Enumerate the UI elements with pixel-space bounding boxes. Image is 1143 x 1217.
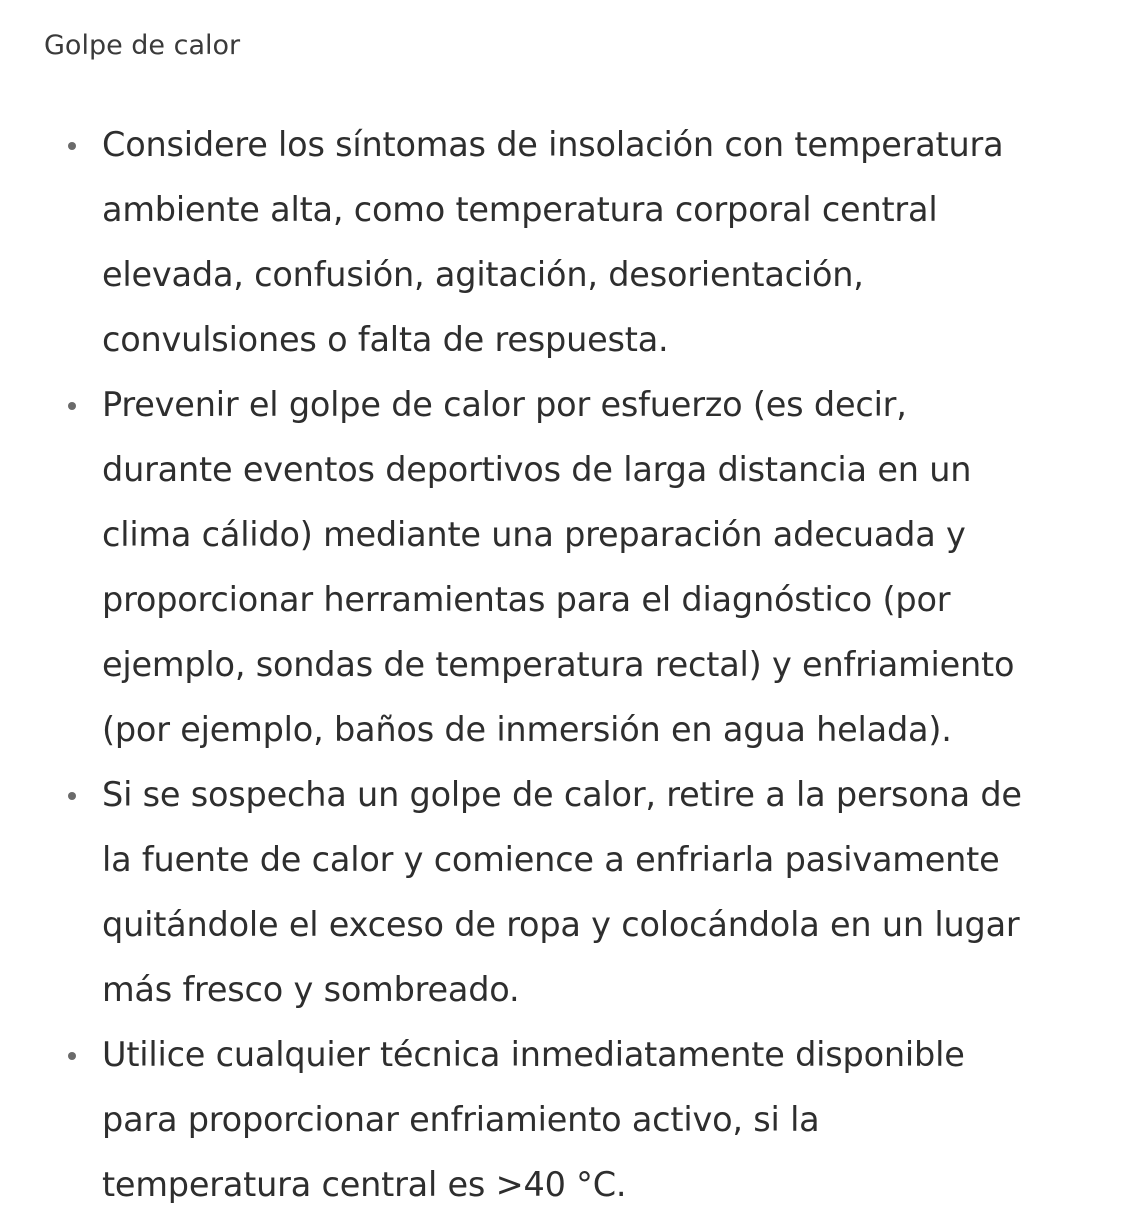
bullet-icon <box>68 1052 76 1060</box>
bullet-line: ejemplo, sondas de temperatura rectal) y enfriamiento <box>102 645 1015 684</box>
bullet-line: proporcionar herramientas para el diagnóstico (por <box>102 580 951 619</box>
bullet-line: elevada, confusión, agitación, desorientación, <box>102 255 864 294</box>
bullet-line: la fuente de calor y comience a enfriarla pasivamente <box>102 840 1000 879</box>
list-item <box>60 372 1110 762</box>
list-item <box>60 762 1110 1022</box>
bullet-line: clima cálido) mediante una preparación adecuada y <box>102 515 966 554</box>
bullet-line: convulsiones o falta de respuesta. <box>102 320 669 359</box>
bullet-icon <box>68 142 76 150</box>
bullet-line: para proporcionar enfriamiento activo, si la <box>102 1100 820 1139</box>
list-item <box>60 112 1110 372</box>
bullet-line: Utilice cualquier técnica inmediatamente disponible <box>102 1035 965 1074</box>
bullet-line: (por ejemplo, baños de inmersión en agua helada). <box>102 710 952 749</box>
section-title: Golpe de calor <box>44 30 241 61</box>
bullet-list <box>60 112 1110 1217</box>
bullet-line: temperatura central es >40 °C. <box>102 1165 627 1204</box>
bullet-line: Prevenir el golpe de calor por esfuerzo (es decir, <box>102 385 907 424</box>
bullet-line: durante eventos deportivos de larga distancia en un <box>102 450 972 489</box>
bullet-icon <box>68 402 76 410</box>
bullet-line: más fresco y sombreado. <box>102 970 520 1009</box>
bullet-line: quitándole el exceso de ropa y colocándola en un lugar <box>102 905 1020 944</box>
bullet-icon <box>68 792 76 800</box>
bullet-line: Si se sospecha un golpe de calor, retire a la persona de <box>102 775 1022 814</box>
bullet-line: ambiente alta, como temperatura corporal central <box>102 190 938 229</box>
list-item <box>60 1022 1110 1217</box>
bullet-line: Considere los síntomas de insolación con temperatura <box>102 125 1004 164</box>
